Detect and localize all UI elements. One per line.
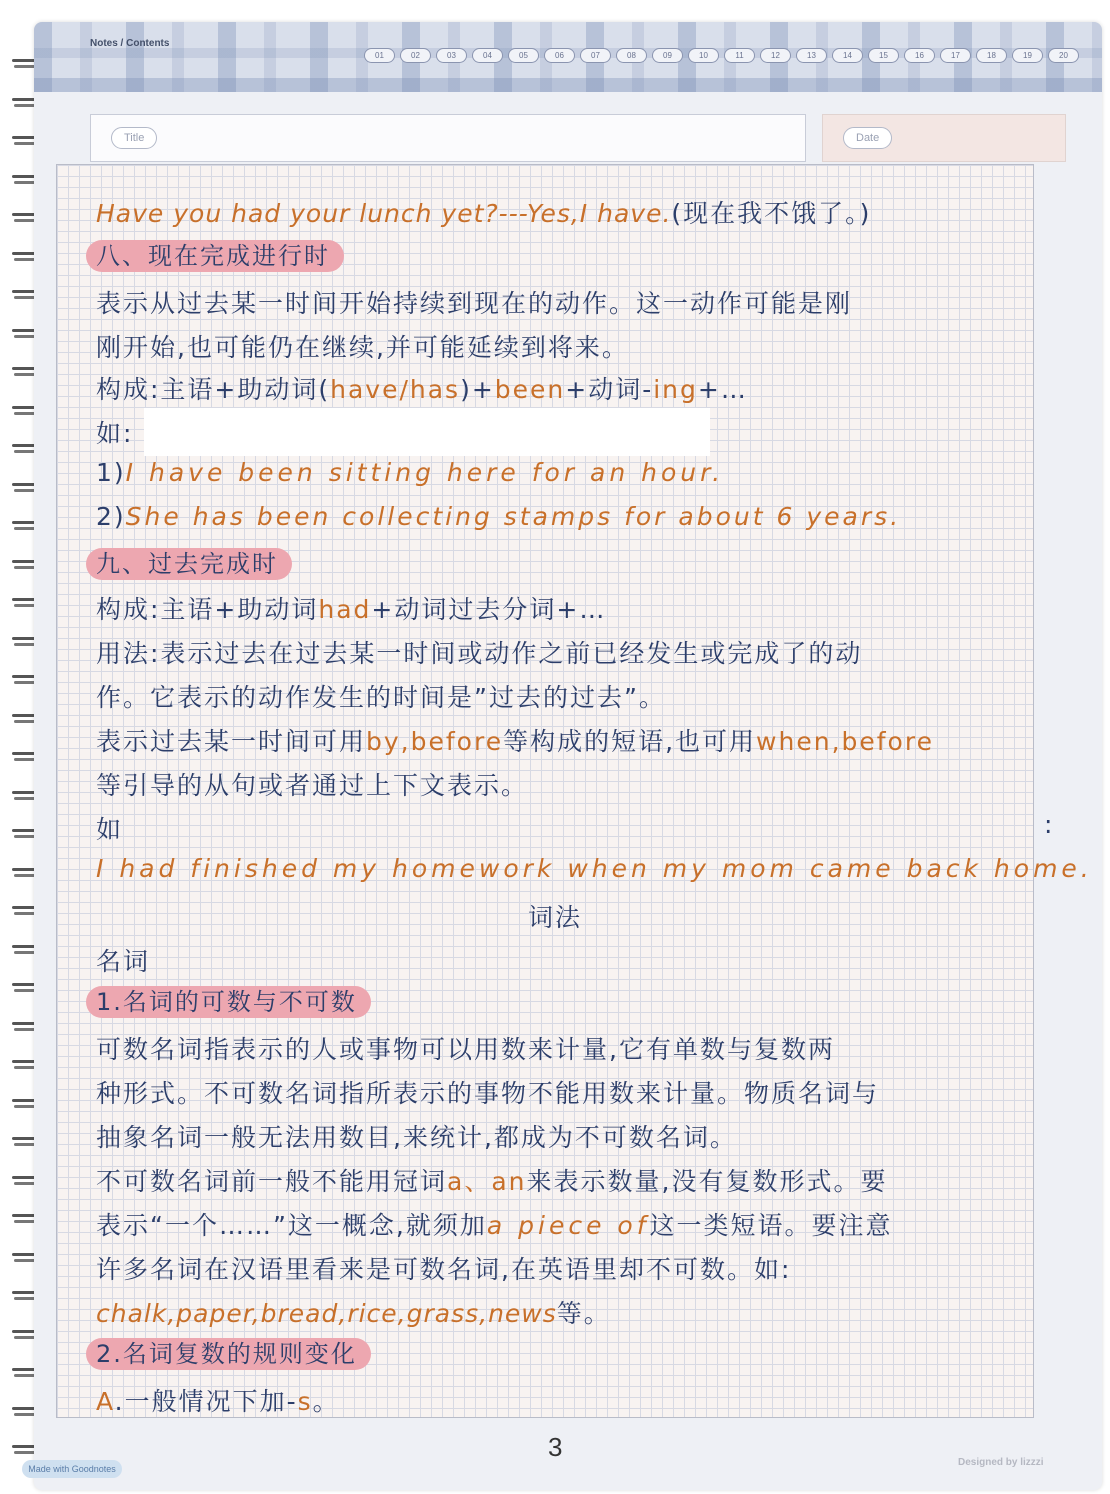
title-label: Title bbox=[111, 127, 157, 149]
text-segment: +… bbox=[697, 375, 748, 404]
english-term: been bbox=[494, 375, 566, 404]
goodnotes-badge: Made with Goodnotes bbox=[22, 1460, 122, 1478]
note-line-16: 名词 bbox=[96, 947, 151, 976]
date-label: Date bbox=[843, 127, 892, 149]
heading-past-perfect: 九、过去完成时 bbox=[86, 548, 292, 580]
page-number: 3 bbox=[548, 1432, 563, 1462]
list-number: 2) bbox=[96, 502, 126, 531]
note-line-3: 刚开始,也可能仍在继续,并可能延续到将来。 bbox=[96, 333, 629, 362]
heading-plural-rules: 2.名词复数的规则变化 bbox=[86, 1338, 371, 1370]
tab-16[interactable]: 16 bbox=[904, 48, 935, 63]
note-line-1 bbox=[96, 194, 871, 230]
list-number: 1) bbox=[96, 458, 126, 487]
note-line-24 bbox=[96, 1382, 340, 1418]
english-term: chalk,paper,bread,rice,grass,news bbox=[96, 1299, 557, 1328]
note-line-21 bbox=[96, 1206, 893, 1242]
english-term: s bbox=[297, 1387, 313, 1416]
tab-02[interactable]: 02 bbox=[400, 48, 431, 63]
english-term: had bbox=[318, 595, 372, 624]
text-segment: 构成:主语+助动词 bbox=[96, 595, 319, 624]
note-line-22: 许多名词在汉语里看来是可数名词,在英语里却不可数。如: bbox=[96, 1255, 792, 1284]
tab-04[interactable]: 04 bbox=[472, 48, 503, 63]
note-line-11 bbox=[96, 722, 934, 758]
heading-present-perfect-continuous: 八、现在完成进行时 bbox=[86, 240, 344, 272]
colon-mark: : bbox=[1044, 810, 1055, 839]
tab-03[interactable]: 03 bbox=[436, 48, 467, 63]
note-line-13: 如 bbox=[96, 815, 124, 844]
english-term: a、an bbox=[447, 1167, 527, 1196]
heading-countable-nouns: 1.名词的可数与不可数 bbox=[86, 986, 371, 1018]
text-segment: 构成:主语+助动词( bbox=[96, 375, 331, 404]
title-field[interactable] bbox=[90, 114, 806, 162]
note-line-4 bbox=[96, 370, 748, 406]
tab-07[interactable]: 07 bbox=[580, 48, 611, 63]
tab-15[interactable]: 15 bbox=[868, 48, 899, 63]
tab-13[interactable]: 13 bbox=[796, 48, 827, 63]
note-line-2: 表示从过去某一时间开始持续到现在的动作。这一动作可能是刚 bbox=[96, 289, 853, 318]
section-tabs bbox=[364, 48, 1079, 63]
note-line-17: 可数名词指表示的人或事物可以用数来计量,它有单数与复数两 bbox=[96, 1035, 835, 1064]
english-example: Have you had your lunch yet?---Yes,I have. bbox=[96, 199, 672, 228]
tab-01[interactable]: 01 bbox=[364, 48, 395, 63]
chinese-note: (现在我不饿了。) bbox=[671, 199, 872, 228]
note-line-18: 种形式。不可数名词指所表示的事物不能用数来计量。物质名词与 bbox=[96, 1079, 880, 1108]
note-line-14 bbox=[96, 854, 1093, 883]
text-segment: 等。 bbox=[556, 1299, 611, 1328]
text-segment: 表示过去某一时间可用 bbox=[96, 727, 367, 756]
tab-11[interactable]: 11 bbox=[724, 48, 755, 63]
text-segment: )+ bbox=[460, 375, 495, 404]
text-segment: +动词- bbox=[565, 375, 654, 404]
text-segment: 等构成的短语,也可用 bbox=[503, 727, 757, 756]
tab-08[interactable]: 08 bbox=[616, 48, 647, 63]
note-line-5: 如: bbox=[96, 419, 134, 448]
tab-14[interactable]: 14 bbox=[832, 48, 863, 63]
note-line-7 bbox=[96, 502, 901, 531]
english-example: I have been sitting here for an hour. bbox=[125, 458, 725, 487]
text-segment: .一般情况下加- bbox=[114, 1387, 298, 1416]
note-line-10: 作。它表示的动作发生的时间是”过去的过去”。 bbox=[96, 683, 666, 712]
date-field[interactable] bbox=[822, 114, 1066, 162]
text-segment: 表示“一个……”这一概念,就须加 bbox=[96, 1211, 487, 1240]
tab-19[interactable]: 19 bbox=[1012, 48, 1043, 63]
tab-10[interactable]: 10 bbox=[688, 48, 719, 63]
tab-09[interactable]: 09 bbox=[652, 48, 683, 63]
english-term: when,before bbox=[756, 727, 934, 756]
text-segment: 来表示数量,没有复数形式。要 bbox=[526, 1167, 888, 1196]
redaction-block bbox=[144, 408, 710, 456]
tab-20[interactable]: 20 bbox=[1048, 48, 1079, 63]
section-title-morphology: 词法 bbox=[527, 903, 582, 932]
text-segment: 这一类短语。要注意 bbox=[649, 1211, 893, 1240]
english-term: a piece of bbox=[486, 1211, 650, 1240]
tab-06[interactable]: 06 bbox=[544, 48, 575, 63]
tab-17[interactable]: 17 bbox=[940, 48, 971, 63]
designer-credit: Designed by lizzzi bbox=[958, 1457, 1044, 1468]
note-line-23 bbox=[96, 1294, 611, 1330]
note-line-20 bbox=[96, 1162, 887, 1198]
note-line-8 bbox=[96, 590, 606, 626]
note-line-12: 等引导的从句或者通过上下文表示。 bbox=[96, 771, 529, 800]
tab-18[interactable]: 18 bbox=[976, 48, 1007, 63]
tab-12[interactable]: 12 bbox=[760, 48, 791, 63]
note-line-9: 用法:表示过去在过去某一时间或动作之前已经发生或完成了的动 bbox=[96, 639, 863, 668]
breadcrumb[interactable]: Notes / Contents bbox=[90, 38, 170, 49]
text-segment: 。 bbox=[312, 1387, 340, 1416]
note-line-19: 抽象名词一般无法用数目,来统计,都成为不可数名词。 bbox=[96, 1123, 737, 1152]
english-example: I had finished my homework when my mom came back home. bbox=[96, 854, 1093, 883]
english-example: She has been collecting stamps for about 6 years. bbox=[125, 502, 902, 531]
english-term: A bbox=[96, 1387, 115, 1416]
english-term: ing bbox=[653, 375, 698, 404]
text-segment: +动词过去分词+… bbox=[371, 595, 607, 624]
tab-05[interactable]: 05 bbox=[508, 48, 539, 63]
english-term: by,before bbox=[366, 727, 504, 756]
note-line-6 bbox=[96, 458, 724, 487]
text-segment: 不可数名词前一般不能用冠词 bbox=[96, 1167, 448, 1196]
english-term: have/has bbox=[330, 375, 461, 404]
